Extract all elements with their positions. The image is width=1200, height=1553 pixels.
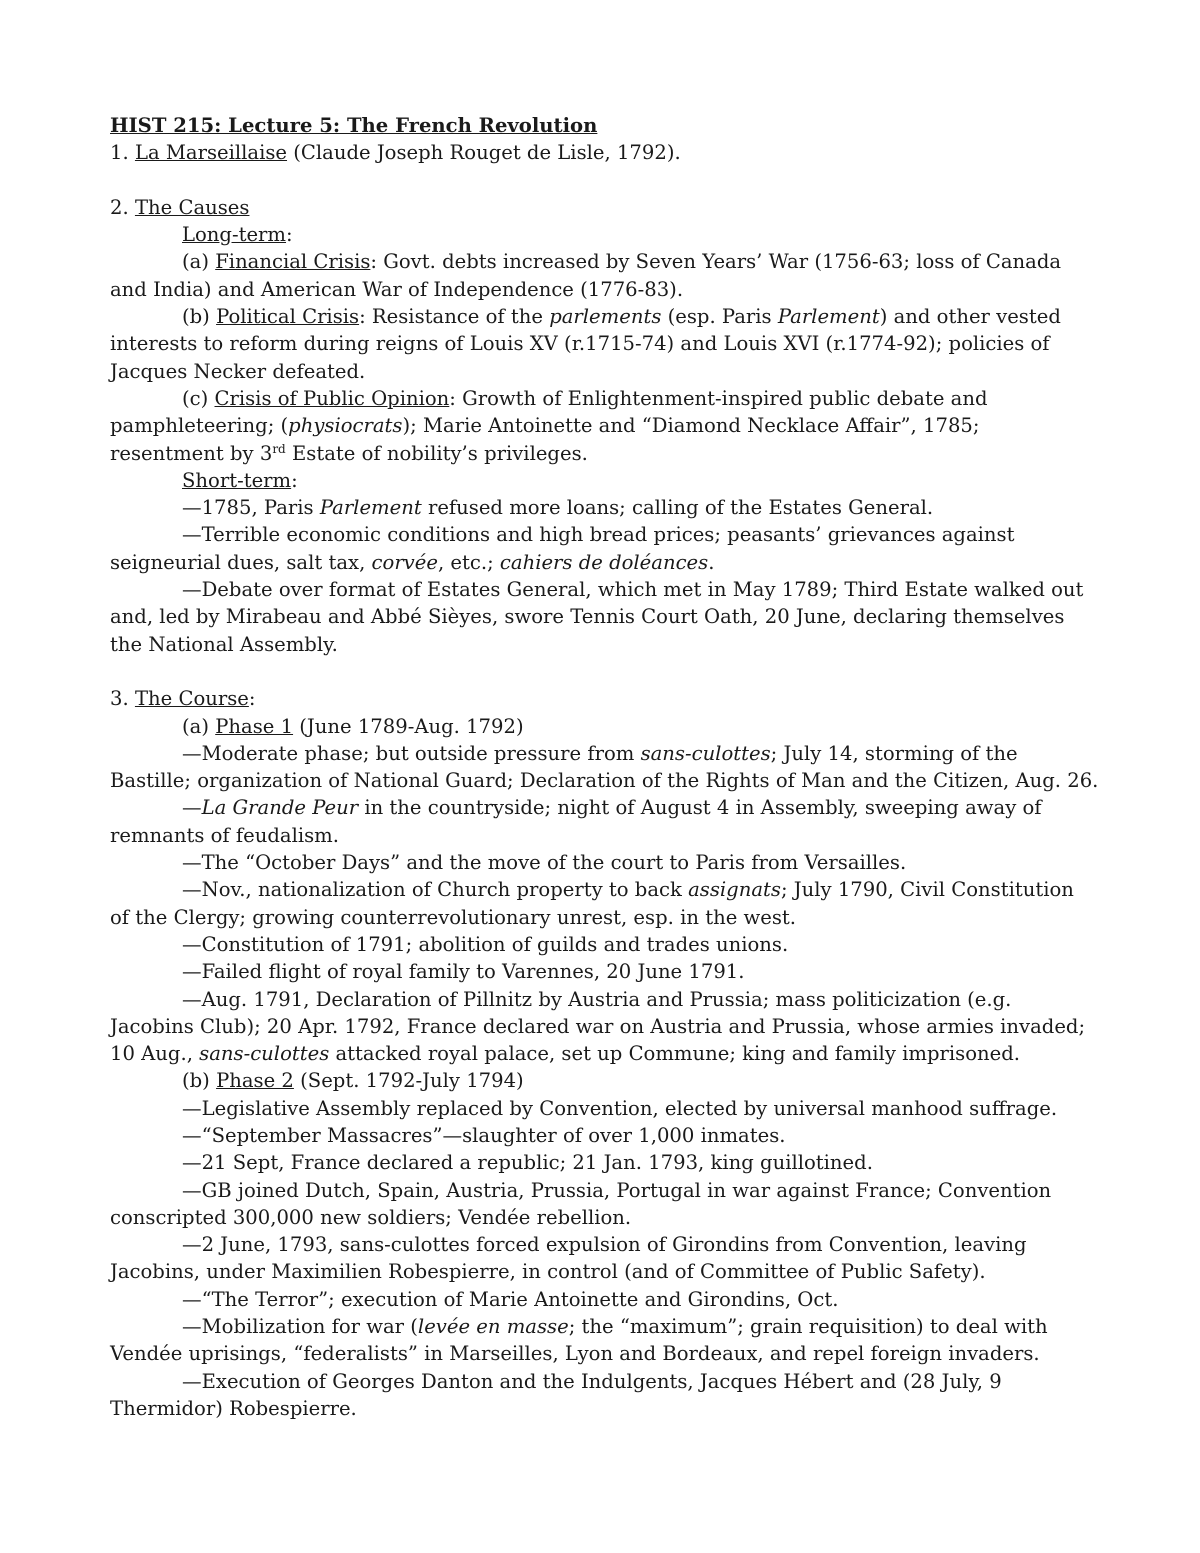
political-crisis-line-2: interests to reform during reigns of Louis XV (r.1715-74) and Louis XVI (r.1774-92); policies of [110, 332, 1050, 356]
document-title: HIST 215: Lecture 5: The French Revolution [110, 114, 598, 137]
phase-2-item-6: —“The Terror”; execution of Marie Antoinette and Girondins, Oct. [182, 1287, 839, 1311]
short-term-item-2-line-1: —Terrible economic conditions and high bread prices; peasants’ grievances against [182, 523, 1015, 547]
phase-2-item-7-line-2: Vendée uprisings, “federalists” in Marseilles, Lyon and Bordeaux, and repel foreign invaders. [110, 1342, 1040, 1366]
phase-1-item-2-line-1: —La Grande Peur in the countryside; night of August 4 in Assembly, sweeping away of [182, 796, 1042, 820]
phase-1-item-4-line-1: —Nov., nationalization of Church property to back assignats; July 1790, Civil Constitution [182, 878, 1074, 902]
phase-2-item-4-line-2: conscripted 300,000 new soldiers; Vendée rebellion. [110, 1205, 632, 1229]
short-term-item-1: —1785, Paris Parlement refused more loans; calling of the Estates General. [182, 496, 934, 520]
section-1: 1. La Marseillaise (Claude Joseph Rouget de Lisle, 1792). [110, 141, 681, 165]
public-opinion-line-2: pamphleteering; (physiocrats); Marie Antoinette and “Diamond Necklace Affair”, 1785; [110, 414, 980, 438]
short-term-item-3-line-3: the National Assembly. [110, 632, 338, 656]
phase-1-item-3: —The “October Days” and the move of the court to Paris from Versailles. [182, 851, 907, 875]
spacer [110, 167, 1095, 194]
short-term-item-3-line-1: —Debate over format of Estates General, which met in May 1789; Third Estate walked out [182, 578, 1084, 602]
phase-2-item-7-line-1: —Mobilization for war (levée en masse; the “maximum”; grain requisition) to deal with [182, 1315, 1048, 1339]
phase-1-item-4-line-2: of the Clergy; growing counterrevolutionary unrest, esp. in the west. [110, 905, 797, 929]
phase-2-item-8-line-2: Thermidor) Robespierre. [110, 1396, 357, 1420]
phase-1-item-7-line-1: —Aug. 1791, Declaration of Pillnitz by Austria and Prussia; mass politicization (e.g. [182, 987, 1012, 1011]
political-crisis-line-3: Jacques Necker defeated. [110, 359, 366, 383]
short-term-item-3-line-2: and, led by Mirabeau and Abbé Sièyes, swore Tennis Court Oath, 20 June, declaring themselves [110, 605, 1065, 629]
political-crisis-line-1: (b) Political Crisis: Resistance of the parlements (esp. Paris Parlement) and other vested [182, 305, 1061, 329]
phase-2-item-1: —Legislative Assembly replaced by Convention, elected by universal manhood suffrage. [182, 1096, 1058, 1120]
section-2-heading: 2. The Causes [110, 195, 250, 219]
financial-crisis-line-1: (a) Financial Crisis: Govt. debts increased by Seven Years’ War (1756-63; loss of Canada [182, 250, 1062, 274]
phase-1-item-7-line-3: 10 Aug., sans-culottes attacked royal palace, set up Commune; king and family imprisoned. [110, 1042, 1020, 1066]
spacer [110, 658, 1095, 685]
phase-2-item-5-line-2: Jacobins, under Maximilien Robespierre, in control (and of Committee of Public Safety). [110, 1260, 986, 1284]
public-opinion-line-3: resentment by 3rd Estate of nobility’s privileges. [110, 441, 588, 465]
public-opinion-line-1: (c) Crisis of Public Opinion: Growth of Enlightenment-inspired public debate and [182, 386, 988, 410]
phase-1-item-6: —Failed flight of royal family to Varennes, 20 June 1791. [182, 960, 745, 984]
phase-2-item-4-line-1: —GB joined Dutch, Spain, Austria, Prussia, Portugal in war against France; Convention [182, 1178, 1052, 1202]
phase-1-item-1-line-1: —Moderate phase; but outside pressure from sans-culottes; July 14, storming of the [182, 741, 1018, 765]
lecture-notes-page [110, 112, 1099, 1422]
phase-2-item-2: —“September Massacres”—slaughter of over 1,000 inmates. [182, 1123, 786, 1147]
short-term-heading: Short-term: [182, 468, 298, 492]
phase-1-item-2-line-2: remnants of feudalism. [110, 823, 339, 847]
phase-2-item-8-line-1: —Execution of Georges Danton and the Indulgents, Jacques Hébert and (28 July, 9 [182, 1369, 1002, 1393]
phase-1-item-7-line-2: Jacobins Club); 20 Apr. 1792, France declared war on Austria and Prussia, whose armies invaded; [110, 1014, 1086, 1038]
phase-2-item-5-line-1: —2 June, 1793, sans-culottes forced expulsion of Girondins from Convention, leaving [182, 1233, 1027, 1257]
long-term-heading: Long-term: [182, 223, 293, 247]
phase-1-heading: (a) Phase 1 (June 1789-Aug. 1792) [182, 714, 524, 738]
marseillaise-heading: La Marseillaise [134, 141, 288, 165]
phase-2-heading: (b) Phase 2 (Sept. 1792-July 1794) [182, 1069, 524, 1093]
phase-2-item-3: —21 Sept, France declared a republic; 21 Jan. 1793, king guillotined. [182, 1151, 873, 1175]
phase-1-item-5: —Constitution of 1791; abolition of guilds and trades unions. [182, 932, 789, 956]
financial-crisis-line-2: and India) and American War of Independence (1776-83). [110, 277, 684, 301]
short-term-item-2-line-2: seigneurial dues, salt tax, corvée, etc.; cahiers de doléances. [110, 550, 715, 574]
section-3-heading: 3. The Course: [110, 687, 256, 711]
phase-1-item-1-line-2: Bastille; organization of National Guard; Declaration of the Rights of Man and the Citizen, Aug. 26. [110, 769, 1099, 793]
